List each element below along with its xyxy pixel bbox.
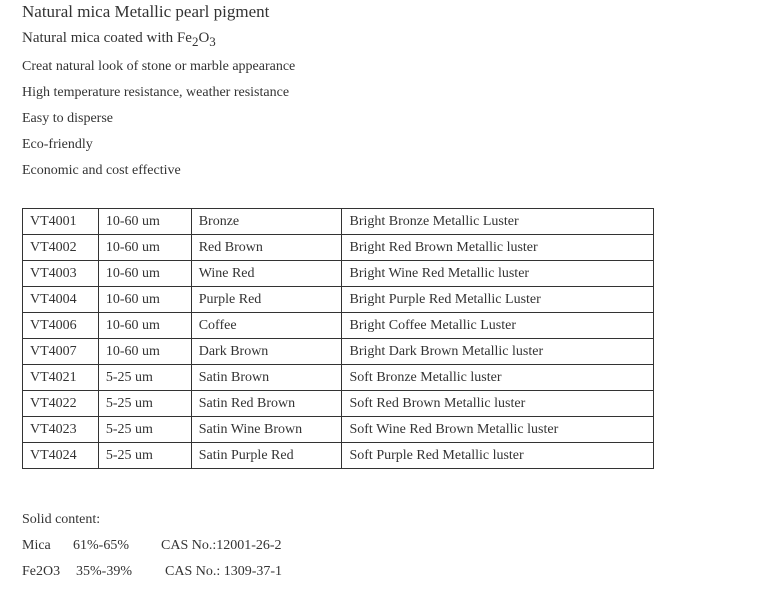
particle-size: 5-25 um — [98, 391, 191, 417]
feature-line: Economic and cost effective — [22, 163, 181, 178]
particle-size: 10-60 um — [98, 235, 191, 261]
feature-line: Creat natural look of stone or marble appearance — [22, 59, 296, 74]
particle-size: 5-25 um — [98, 365, 191, 391]
effect-description: Bright Red Brown Metallic luster — [342, 235, 654, 261]
effect-description: Soft Purple Red Metallic luster — [342, 443, 654, 469]
color-name: Wine Red — [191, 261, 342, 287]
mica-cas: CAS No.:12001-26-2 — [161, 538, 282, 553]
solid-content-label: Solid content: — [22, 512, 101, 527]
subtitle-prefix: Natural mica coated with Fe — [22, 30, 192, 46]
table-row — [23, 209, 654, 235]
table-row — [23, 339, 654, 365]
product-code: VT4001 — [23, 209, 99, 235]
table-row — [23, 365, 654, 391]
particle-size: 10-60 um — [98, 287, 191, 313]
product-code: VT4022 — [23, 391, 99, 417]
mica-line — [22, 538, 282, 554]
effect-description: Bright Coffee Metallic Luster — [342, 313, 654, 339]
color-name: Dark Brown — [191, 339, 342, 365]
product-code: VT4007 — [23, 339, 99, 365]
table-row — [23, 287, 654, 313]
product-table — [22, 208, 654, 469]
product-code: VT4002 — [23, 235, 99, 261]
particle-size: 10-60 um — [98, 261, 191, 287]
subtitle — [22, 30, 216, 47]
table-row — [23, 235, 654, 261]
product-code: VT4021 — [23, 365, 99, 391]
fe2o3-cas: CAS No.: 1309-37-1 — [165, 564, 283, 579]
effect-description: Bright Dark Brown Metallic luster — [342, 339, 654, 365]
effect-description: Bright Bronze Metallic Luster — [342, 209, 654, 235]
particle-size: 5-25 um — [98, 417, 191, 443]
effect-description: Soft Red Brown Metallic luster — [342, 391, 654, 417]
effect-description: Soft Wine Red Brown Metallic luster — [342, 417, 654, 443]
subtitle-oxygen: O — [198, 30, 210, 46]
color-name: Purple Red — [191, 287, 342, 313]
color-name: Satin Brown — [191, 365, 342, 391]
table-row — [23, 261, 654, 287]
particle-size: 10-60 um — [98, 339, 191, 365]
product-code: VT4024 — [23, 443, 99, 469]
color-name: Satin Purple Red — [191, 443, 342, 469]
feature-line: Easy to disperse — [22, 111, 113, 126]
product-code: VT4004 — [23, 287, 99, 313]
product-code: VT4023 — [23, 417, 99, 443]
subscript-2: 2 — [191, 34, 199, 49]
color-name: Red Brown — [191, 235, 342, 261]
fe2o3-percent: 35%-39% — [76, 564, 132, 579]
fe2o3-line — [22, 564, 282, 580]
effect-description: Soft Bronze Metallic luster — [342, 365, 654, 391]
subscript-3: 3 — [209, 34, 216, 49]
effect-description: Bright Wine Red Metallic luster — [342, 261, 654, 287]
particle-size: 10-60 um — [98, 313, 191, 339]
color-name: Satin Wine Brown — [191, 417, 342, 443]
feature-line: Eco-friendly — [22, 137, 93, 152]
mica-percent: 61%-65% — [73, 538, 129, 553]
particle-size: 5-25 um — [98, 443, 191, 469]
table-row — [23, 391, 654, 417]
fe2o3-name: Fe2O3 — [22, 564, 61, 579]
table-row — [23, 443, 654, 469]
color-name: Satin Red Brown — [191, 391, 342, 417]
product-code: VT4003 — [23, 261, 99, 287]
particle-size: 10-60 um — [98, 209, 191, 235]
color-name: Coffee — [191, 313, 342, 339]
table-row — [23, 417, 654, 443]
feature-line: High temperature resistance, weather resistance — [22, 85, 290, 100]
mica-name: Mica — [22, 538, 51, 553]
product-code: VT4006 — [23, 313, 99, 339]
effect-description: Bright Purple Red Metallic Luster — [342, 287, 654, 313]
color-name: Bronze — [191, 209, 342, 235]
table-row — [23, 313, 654, 339]
page-title: Natural mica Metallic pearl pigment — [22, 2, 270, 21]
